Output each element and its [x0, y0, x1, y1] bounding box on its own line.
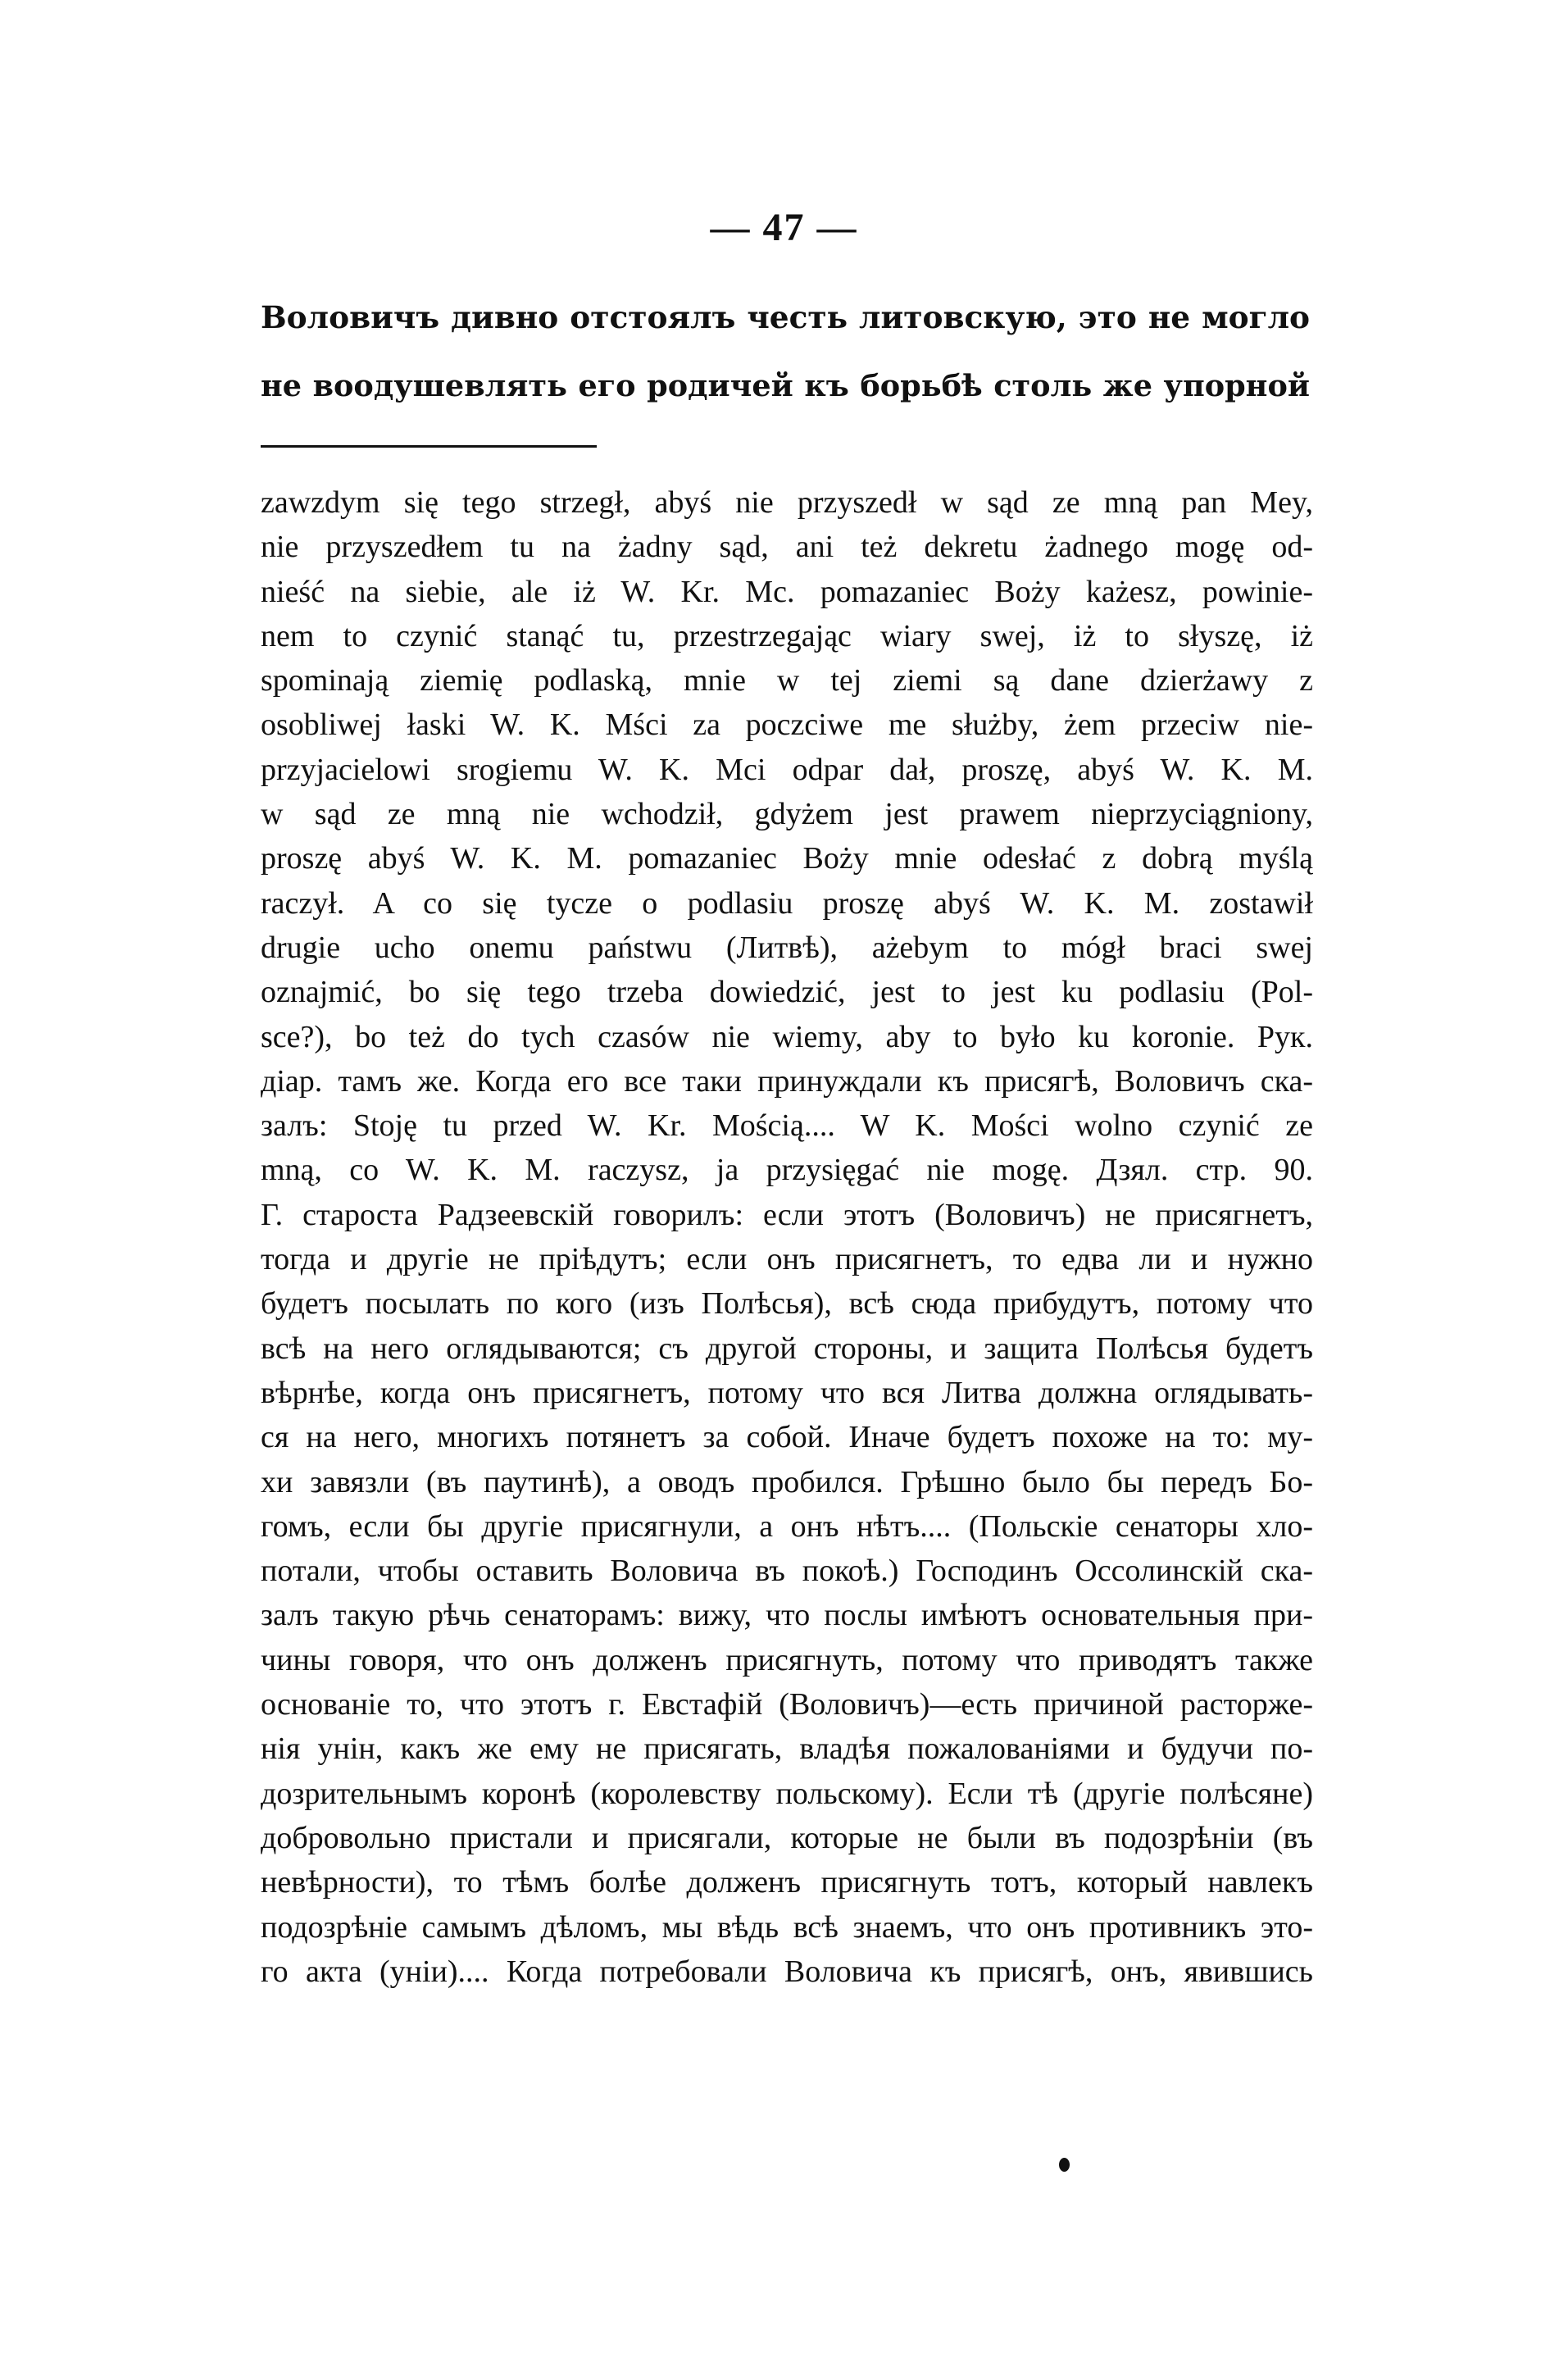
footnote-line: raczył. A co się tycze o podlasiu proszę abyś W. K. M. zostawił	[261, 885, 1313, 921]
footnote-line: діар. тамъ же. Когда его все таки принуждали къ присягѣ, Воловичъ ска-	[261, 1063, 1313, 1099]
footnote-line: вѣрнѣе, когда онъ присягнетъ, потому что вся Литва должна оглядывать-	[261, 1375, 1313, 1410]
footnote-line: добровольно пристали и присягали, которые не были въ подозрѣніи (въ	[261, 1820, 1313, 1855]
footnote-line: всѣ на него оглядываются; съ другой стороны, и защита Полѣсья будетъ	[261, 1331, 1313, 1366]
footnote-line: sce?), bo też do tych czasów nie wiemy, aby to było ku koronie. Рук.	[261, 1019, 1313, 1054]
footnote-line: przyjacielowi srogiemu W. K. Mci odpar dał, proszę, abyś W. K. M.	[261, 752, 1313, 787]
footnote-line: дозрительнымъ коронѣ (королевству польскому). Если тѣ (другіе полѣсяне)	[261, 1776, 1313, 1811]
page-number: — 47 —	[710, 206, 858, 249]
footnote-line: w sąd ze mną nie wchodził, gdyżem jest prawem nieprzyciągniony,	[261, 797, 1313, 832]
footnote-line: nieść na siebie, ale iż W. Kr. Mc. pomazaniec Boży każesz, powinie-	[261, 574, 1313, 609]
footnote-line: mną, co W. K. M. raczysz, ja przysięgać nie mogę. Дзял. стр. 90.	[261, 1153, 1313, 1188]
footnote-line: подозрѣніе самымъ дѣломъ, мы вѣдь всѣ знаемъ, что онъ противникъ это-	[261, 1909, 1313, 1945]
footnote-line: хи завязли (въ паутинѣ), а оводъ пробился. Грѣшно было бы передъ Бо-	[261, 1464, 1313, 1499]
footnote-line: гомъ, если бы другіе присягнули, а онъ нѣтъ.... (Польскіе сенаторы хло-	[261, 1508, 1313, 1544]
footnote-line: spominają ziemię podlaską, mnie w tej ziemi są dane dzierżawy z	[261, 663, 1313, 698]
footnote-line: proszę abyś W. K. M. pomazaniec Boży mnie odesłać z dobrą myślą	[261, 841, 1313, 876]
footnote-line: потали, чтобы оставить Воловича въ покоѣ.) Господинъ Оссолинскій ска-	[261, 1554, 1313, 1589]
footnote	[261, 480, 1313, 1994]
footnote-line: чины говоря, что онъ долженъ присягнуть, потому что приводятъ также	[261, 1642, 1313, 1677]
footnote-line: osobliwej łaski W. K. Mści za poczciwe me służby, żem przeciw nie-	[261, 708, 1313, 743]
footnote-line: nem to czynić stanąć tu, przestrzegając wiary swej, iż to słyszę, iż	[261, 618, 1313, 653]
ink-dot	[1059, 2158, 1070, 2172]
footnote-line: Г. староста Радзеевскій говорилъ: если этотъ (Воловичъ) не присягнетъ,	[261, 1197, 1313, 1232]
footnote-line: тогда и другіе не пріѣдутъ; если онъ присягнетъ, то едва ли и нужно	[261, 1242, 1313, 1277]
footnote-line: нія унін, какъ же ему не присягать, владѣя пожалованіями и будучи по-	[261, 1731, 1313, 1767]
main-text-line: не воодушевлять его родичей къ борьбѣ столь же упорной	[261, 368, 1310, 403]
footnote-line: zawzdym się tego strzegł, abyś nie przyszedł w sąd ze mną pan Mey,	[261, 485, 1313, 520]
footnote-line: ся на него, многихъ потянетъ за собой. Иначе будетъ похоже на то: му-	[261, 1420, 1313, 1455]
footnote-separator	[261, 445, 597, 448]
footnote-line: будетъ посылать по кого (изъ Полѣсья), всѣ сюда прибудутъ, потому что	[261, 1286, 1313, 1322]
main-text-line: Воловичъ дивно отстоялъ честь литовскую, это не могло	[261, 299, 1310, 335]
footnote-line: залъ: Stoję tu przed W. Kr. Mością.... W K. Mości wolno czynić ze	[261, 1108, 1313, 1144]
main-text	[261, 283, 1310, 421]
footnote-line: го акта (уніи).... Когда потребовали Воловича къ присягѣ, онъ, явившись	[261, 1954, 1313, 1989]
footnote-line: oznajmić, bo się tego trzeba dowiedzić, jest to jest ku podlasiu (Pol-	[261, 975, 1313, 1010]
footnote-line: основаніе то, что этотъ г. Евстафій (Воловичъ)—есть причиной расторже-	[261, 1687, 1313, 1722]
footnote-line: залъ такую рѣчь сенаторамъ: вижу, что послы имѣютъ основательныя при-	[261, 1598, 1313, 1633]
footnote-line: невѣрности), то тѣмъ болѣе долженъ присягнуть тотъ, который навлекъ	[261, 1865, 1313, 1900]
footnote-line: drugie ucho onemu państwu (Литвѣ), ażebym to mógł braci swej	[261, 930, 1313, 965]
footnote-line: nie przyszedłem tu na żadny sąd, ani też dekretu żadnego mogę od-	[261, 530, 1313, 565]
